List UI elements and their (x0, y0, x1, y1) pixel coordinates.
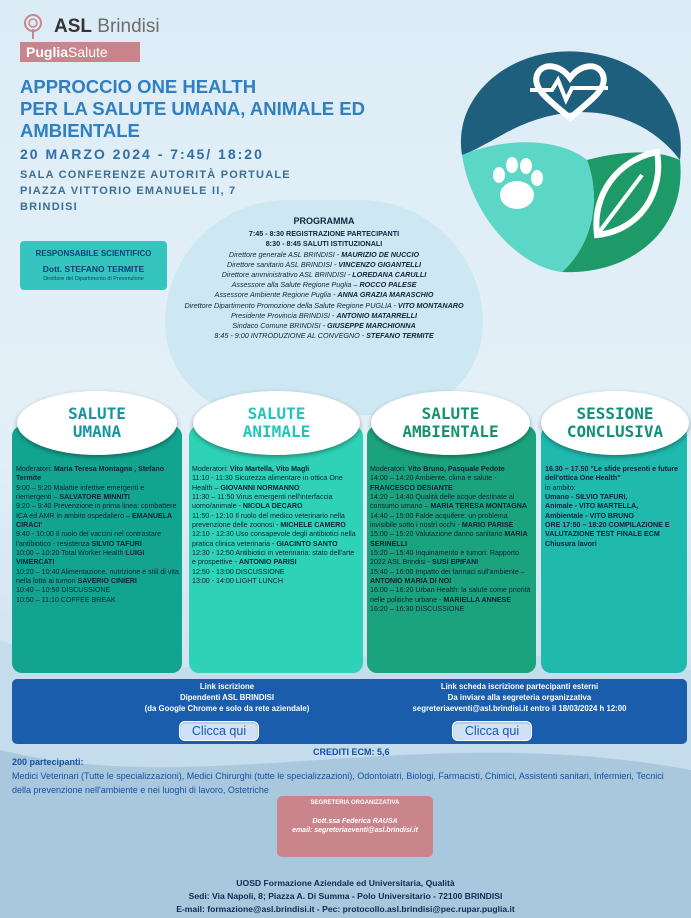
column-sessione-conclusiva (541, 426, 687, 673)
ecm-credits: CREDITI ECM: 5,6 (313, 747, 390, 757)
program-item: 9:00 – 9:20 Malattie infettive emergenti e riemergenti – SALVATORE MINNITI (16, 483, 145, 502)
program-item: 11:10 - 11:30 Sicurezza alimentare in ottica One Health – GIOVANNI NORMANNO (192, 474, 343, 492)
segreteria-box: SEGRETERIA ORGANIZZATIVA Dott.ssa Federica RAUSA email: segreteriaeventi@asl.brindisi.it (277, 796, 433, 857)
program-item: 12:10 - 12:30 Uso consapevole degli antibiotici nella pratica clinica veterinaria - GIACINTO SANTO (192, 530, 356, 548)
one-health-emblem (442, 40, 691, 280)
saluto-line: Direttore sanitario ASL BRINDISI - VINCENZO GIGANTELLI (226, 259, 422, 269)
saluto-line: Direttore generale ASL BRINDISI - MAURIZIO DE NUCCIO (228, 249, 420, 259)
program-item: Chiusura lavori (545, 539, 597, 548)
program-item: 16:00 – 16:20 Urban Health: la salute come priorità nelle politiche urbane - MARIELLA ANNESE (370, 586, 531, 604)
saluto-line: 8:45 - 9:00 INTRODUZIONE AL CONVEGNO - STEFANO TERMITE (214, 331, 434, 341)
program-item: 10:40 – 10:50 DISCUSSIONE (16, 586, 111, 595)
program-item: 12:30 - 12:50 Antibiotici in veterinaria: stato dell'arte e prospettive - ANTONIO PARISI (192, 549, 355, 567)
responsabile-box: RESPONSABILE SCIENTIFICO Dott. STEFANO TERMITE Direttore del Dipartimento di Prevenzione (20, 241, 167, 290)
column-text (370, 465, 532, 615)
asl-brindisi-logo: ASL Brindisi (54, 16, 160, 37)
oval-sessione-conclusiva: SESSIONE CONCLUSIVA (541, 391, 689, 455)
oval-salute-animale: SALUTE ANIMALE (193, 391, 360, 455)
saluto-line: Assessore Ambiente Regione Puglia - ANNA GRAZIA MARASCHIO (214, 290, 434, 300)
saluto-line: Direttore amministrativo ASL BRINDISI - LOREDANA CARULLI (221, 270, 427, 280)
pugliasalute-logo: PugliaSalute (20, 42, 140, 62)
asl-tree-logo (22, 14, 44, 40)
program-item: Animale - VITO MARTELLA, (545, 502, 639, 511)
program-item: 16.30 – 17.50 "Le sfide presenti e future dell'ottica One Health" (545, 465, 679, 483)
program-item: 9:40 - 10:00 Il ruolo dei vaccini nel contrastare l'antibiotico - resistenza SILVIO TAFURI (16, 530, 162, 548)
program-item: 14:00 – 14:20 Ambiente, clima e salute - FRANCESCO DESIANTE (370, 474, 497, 492)
program-item: ORE 17:50 – 18:20 COMPILAZIONE E VALUTAZIONE TEST FINALE ECM (545, 521, 670, 539)
external-registration-button[interactable]: Clicca qui (452, 721, 532, 741)
registration-links-band (12, 679, 687, 744)
saluto-line: Presidente Provincia BRINDISI - ANTONIO MATARRELLI (230, 310, 418, 320)
program-item: 9:20 – 9:40 Prevenzione in prima linea: combattere ICA ed AMR in ambito ospedaliero – EMANUELA CIRACI' (16, 502, 177, 530)
column-text (192, 465, 360, 586)
program-item: 11:50 - 12:10 Il ruolo del medico veterinario nella prevenzione delle zoonosi - MICHELE CAMERO (192, 511, 346, 530)
program-item: Moderatori: Vito Martella, Vito Magli (192, 465, 310, 473)
page-title: APPROCCIO ONE HEALTH PER LA SALUTE UMANA, ANIMALE ED AMBIENTALE (20, 76, 365, 141)
program-item: in ambito: (545, 483, 576, 492)
saluto-line: Sindaco Comune BRINDISI - GIUSEPPE MARCHIONNA (232, 321, 416, 331)
event-date: 20 MARZO 2024 - 7:45/ 18:20 (20, 146, 264, 162)
program-item: 14:20 – 14:40 Qualità delle acque destinate al consumo umano – MARIA TERESA MONTAGNA (370, 493, 528, 511)
programma-heading: PROGRAMMA (293, 216, 355, 226)
program-item: 12:50 - 13:00 DISCUSSIONE (192, 567, 285, 576)
oval-salute-umana: SALUTE UMANA (17, 391, 177, 455)
event-venue: SALA CONFERENZE AUTORITÀ PORTUALE PIAZZA VITTORIO EMANUELE II, 7 BRINDISI (20, 169, 291, 213)
program-item: 15:00 – 15:20 Valutazione danno sanitario MARIA SERINELLI (370, 530, 528, 548)
internal-link-info: Link iscrizione Dipendenti ASL BRINDISI (da Google Chrome e solo da rete aziendale) (144, 682, 310, 713)
program-item: 15:40 – 16:00 Impatto dei farmaci sull'ambiente – ANTONIO MARIA DI NOI (370, 567, 525, 586)
program-item: 10:20 – 10:40 Alimentazione, nutrizione e stili di vita nella lotta ai tumori SAVERIO CINIERI (16, 567, 179, 586)
participants-info: 200 partecipanti: Medici Veterinari (Tutte le specializzazioni), Medici Chirurghi (tutte le specializzazioni), Odontoiatri, Biologi, Farmacisti, Chimici, Assistenti sanitari, Infermieri, Tecnici della prevenzione nell'ambiente e nei luoghi di lavoro, Ostetriche (12, 757, 664, 795)
program-item: 15:20 – 15:40 Inquinamento e tumori: Rapporto 2022 ASL Brindisi - SUSI EPIFANI (370, 549, 520, 567)
program-item: 11:30 – 11:50 Virus emergenti nell'interfaccia uomo/animale - NICOLA DECARO (192, 493, 333, 511)
internal-registration-button[interactable]: Clicca qui (179, 721, 259, 741)
column-text (545, 465, 685, 549)
external-link-info: Link scheda iscrizione partecipanti esterni Da inviare alla segreteria organizzativa segreteriaeventi@asl.brindisi.it entro il 18/03/2024 h 12:00 (412, 682, 627, 713)
programma-block: PROGRAMMA 7:45 - 8:30 REGISTRAZIONE PARTECIPANTI 8:30 - 8:45 SALUTI ISTITUZIONALI Direttore generale ASL BRINDISI - MAURIZIO DE NUCCIO Direttore sanitario ASL BRINDISI - VINCENZO GIGANTELLI Direttore amministrativo ASL BRINDISI - LOREDANA CARULLI Assessore alla Salute Regione Puglia – ROCCO PALESE Assessore Ambiente Regione Puglia - ANNA GRAZIA MARASCHIO Direttore Dipartimento Promozione della Salute Regione PUGLIA - VITO MONTANARO Presidente Provincia BRINDISI - ANTONIO MATARRELLI Sindaco Comune BRINDISI - GIUSEPPE MARCHIONNA 8:45 - 9:00 INTRODUZIONE AL CONVEGNO - STEFANO TERMITE (170, 216, 478, 341)
column-text (16, 465, 180, 605)
program-item: Ambientale - VITO BRUNO (545, 511, 634, 520)
program-item: 13:00 - 14:00 LIGHT LUNCH (192, 577, 283, 586)
program-item: Umano - SILVIO TAFURI, (545, 493, 628, 502)
program-item: 16:20 – 16:30 DISCUSSIONE (370, 605, 465, 614)
program-item: 10:00 – 10:20 Total Worker Health LUIGI VIMERCATI (16, 549, 145, 567)
program-item: 14:40 – 15:00 Falde acquifere: un problema invisibile sotto i nostri occhi - MARIO PARISE (370, 511, 514, 530)
saluto-line: Direttore Dipartimento Promozione della Salute Regione PUGLIA - VITO MONTANARO (184, 300, 464, 310)
program-item: 10:50 – 11:10 COFFEE BREAK (16, 595, 116, 604)
saluto-line: Assessore alla Salute Regione Puglia – ROCCO PALESE (231, 280, 417, 290)
footer: UOSD Formazione Aziendale ed Universitaria, Qualità Sedi: Via Napoli, 8; Piazza A. Di Summa - Polo Universitario - 72100 BRINDISI E-mail: formazione@asl.brindisi.it - Pec: protocollo.asl.brindisi@pec.rupar.puglia.it (176, 878, 515, 914)
program-item: Moderatori: Maria Teresa Montagna , Stefano Termite (16, 465, 165, 483)
oval-salute-ambientale: SALUTE AMBIENTALE (371, 391, 530, 455)
program-item: Moderatori: Vito Bruno, Pasquale Pedote (370, 465, 505, 473)
